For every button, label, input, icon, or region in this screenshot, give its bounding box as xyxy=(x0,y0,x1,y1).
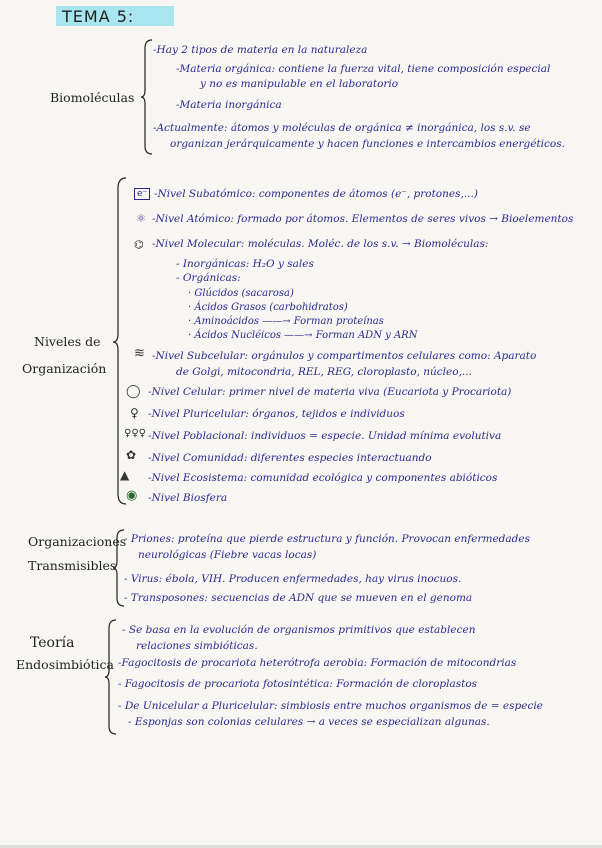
person-icon: ♀ xyxy=(130,406,139,420)
bio-line-4: -Materia inorgánica xyxy=(176,99,282,111)
teoria-line-6: - Esponjas son colonias celulares → a veces se especializan algunas. xyxy=(128,716,490,728)
subatomic-icon: e⁻ xyxy=(134,188,150,200)
niveles-line-2: -Nivel Atómico: formado por átomos. Elementos de seres vivos → Bioelementos xyxy=(152,213,574,225)
niveles-line-7: · Ácidos Grasos (carbohidratos) xyxy=(188,302,348,313)
section-label-teoria-1: Teoría xyxy=(30,635,75,651)
section-label-niveles-2: Organización xyxy=(22,361,107,376)
niveles-line-5: - Orgánicas: xyxy=(176,272,241,284)
teoria-line-4: - Fagocitosis de procariota fotosintética: Formación de cloroplastos xyxy=(118,678,478,690)
niveles-line-4: - Inorgánicas: H₂O y sales xyxy=(176,258,314,270)
brace-teoria xyxy=(104,618,118,736)
teoria-line-5: - De Unicelular a Pluricelular: simbiosis entre muchos organismos de = especie xyxy=(118,700,543,712)
teoria-line-3: -Fagocitosis de procariota heterótrofa aerobia: Formación de mitocondrias xyxy=(118,657,517,669)
niveles-line-9: · Ácidos Nucléicos ——→ Forman ADN y ARN xyxy=(188,330,418,341)
org-line-4: - Transposones: secuencias de ADN que se mueven en el genoma xyxy=(124,592,473,604)
teoria-line-2: relaciones simbióticas. xyxy=(136,640,258,652)
niveles-line-15: -Nivel Comunidad: diferentes especies interactuando xyxy=(148,452,432,464)
niveles-line-1: -Nivel Subatómico: componentes de átomos (e⁻, protones,...) xyxy=(154,188,478,200)
population-icon: ♀♀♀ xyxy=(124,428,146,439)
bio-line-3: y no es manipulable en el laboratorio xyxy=(200,78,399,90)
niveles-line-14: -Nivel Poblacional: individuos = especie. Unidad mínima evolutiva xyxy=(148,430,502,442)
teoria-line-1: - Se basa en la evolución de organismos primitivos que establecen xyxy=(122,624,476,636)
niveles-line-17: -Nivel Biosfera xyxy=(148,492,228,504)
org-line-1: - Priones: proteína que pierde estructura y función. Provocan enfermedades xyxy=(124,533,530,545)
bio-line-2: -Materia orgánica: contiene la fuerza vital, tiene composición especial xyxy=(176,63,551,75)
bio-line-1: -Hay 2 tipos de materia en la naturaleza xyxy=(153,44,368,56)
niveles-line-13: -Nivel Pluricelular: órganos, tejidos e individuos xyxy=(148,408,405,420)
cell-icon: ◯ xyxy=(126,384,141,399)
section-label-biomoleculas: Biomoléculas xyxy=(50,90,135,105)
niveles-line-8: · Aminoácidos ——→ Forman proteínas xyxy=(188,316,384,327)
org-line-3: - Virus: ébola, VIH. Producen enfermedades, hay virus inocuos. xyxy=(124,573,462,585)
niveles-line-3: -Nivel Molecular: moléculas. Moléc. de los s.v. → Biomoléculas: xyxy=(152,238,489,250)
community-icon: ✿ xyxy=(126,448,137,462)
niveles-line-12: -Nivel Celular: primer nivel de materia viva (Eucariota y Procariota) xyxy=(148,386,512,398)
niveles-line-11: de Golgi, mitocondria, REL, REG, cloroplasto, núcleo,... xyxy=(176,366,472,378)
section-label-organizaciones-1: Organizaciones xyxy=(28,534,127,549)
org-line-2: neurológicas (Fiebre vacas locas) xyxy=(138,549,317,561)
section-label-organizaciones-2: Transmisibles xyxy=(28,558,117,573)
ecosystem-icon: ▲ xyxy=(120,468,130,482)
page-title: TEMA 5: xyxy=(62,7,135,26)
globe-icon: ◉ xyxy=(126,488,138,503)
bio-line-5: -Actualmente: átomos y moléculas de orgánica ≠ inorgánica, los s.v. se xyxy=(153,122,531,134)
niveles-line-6: · Glúcidos (sacarosa) xyxy=(188,288,294,299)
brace-biomoleculas xyxy=(140,38,154,156)
niveles-line-16: -Nivel Ecosistema: comunidad ecológica y componentes abióticos xyxy=(148,472,498,484)
bio-line-6: organizan jerárquicamente y hacen funciones e intercambios energéticos. xyxy=(170,138,565,150)
section-label-niveles-1: Niveles de xyxy=(34,334,101,349)
atom-icon: ⚛ xyxy=(136,212,146,225)
molecule-icon: ⌬ xyxy=(134,238,144,251)
niveles-line-10: -Nivel Subcelular: orgánulos y compartimentos celulares como: Aparato xyxy=(152,350,537,362)
organelle-icon: ≋ xyxy=(134,346,145,361)
section-label-teoria-2: Endosimbiótica xyxy=(16,657,114,672)
